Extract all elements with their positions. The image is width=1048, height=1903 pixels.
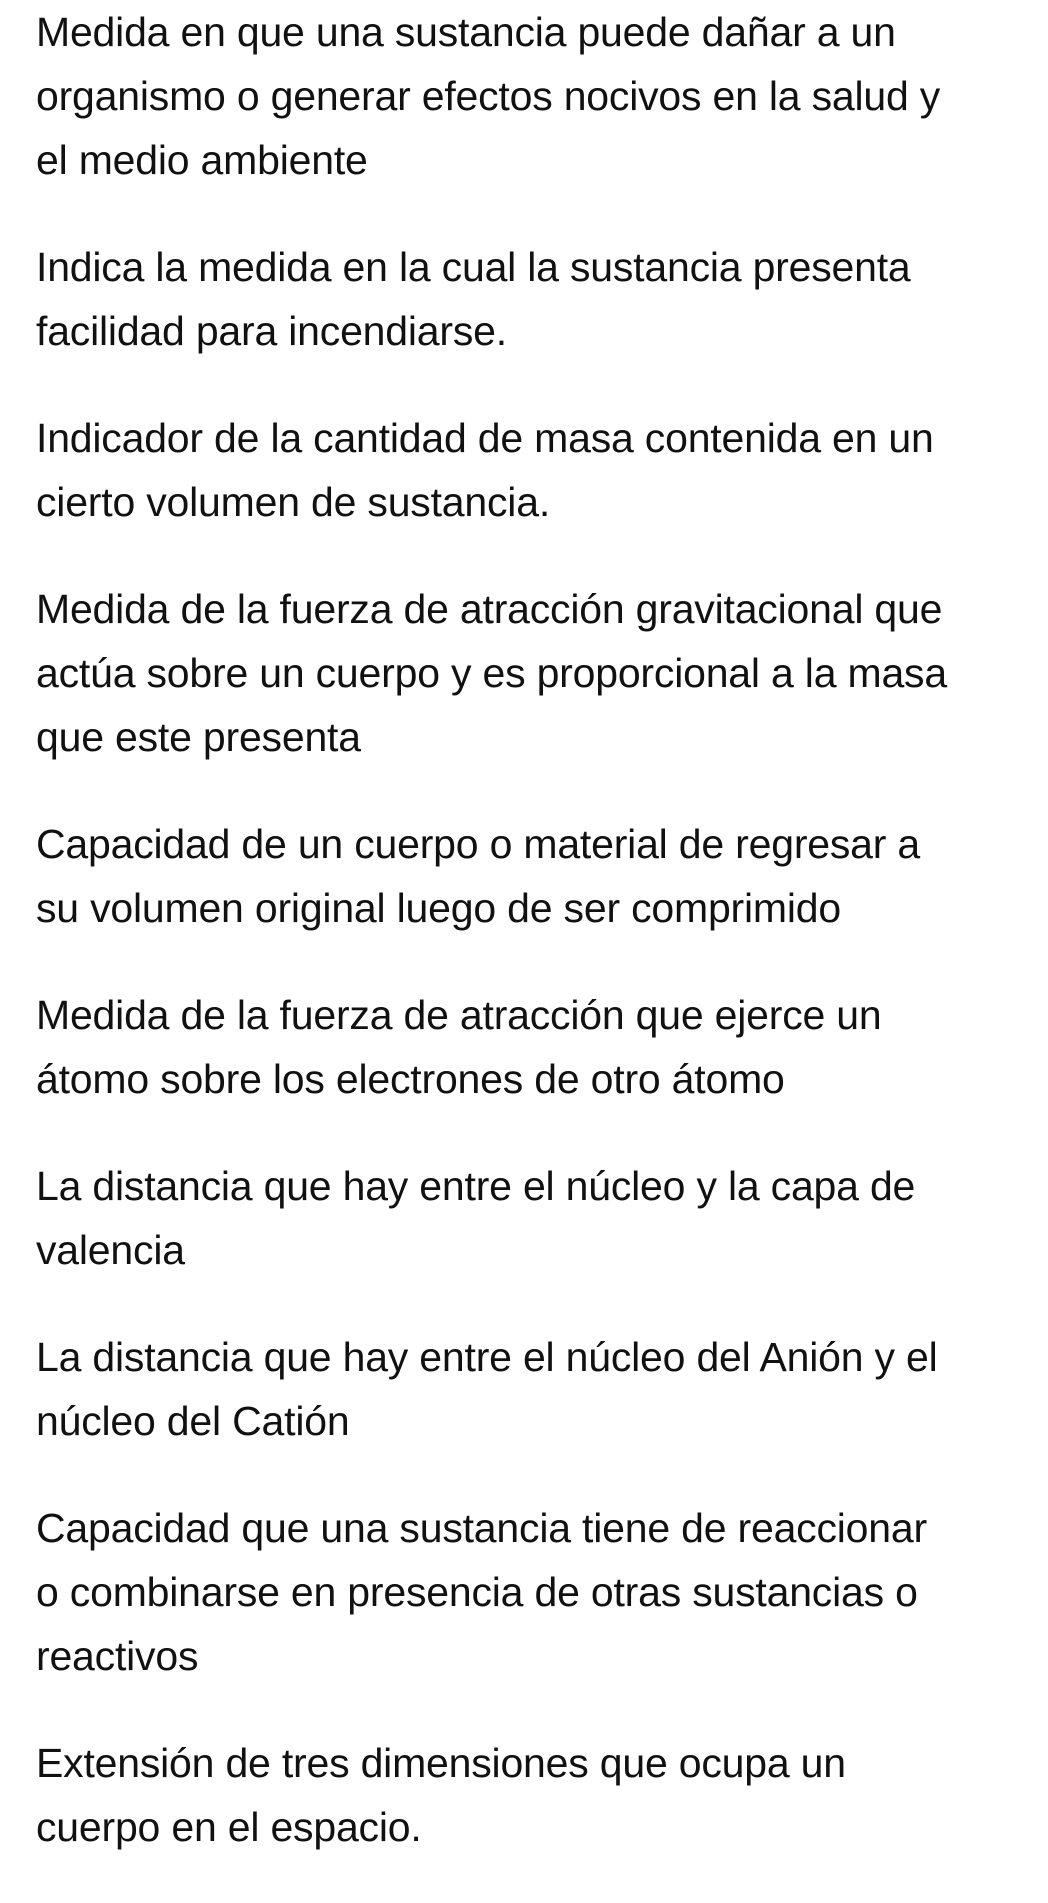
definition-line: Capacidad que una sustancia tiene de reaccionar	[36, 1505, 927, 1551]
definition-weight	[36, 577, 1016, 769]
definition-line: su volumen original luego de ser comprimido	[36, 885, 841, 931]
definition-reactivity	[36, 1496, 1016, 1688]
definition-line: valencia	[36, 1227, 185, 1273]
definition-line: La distancia que hay entre el núcleo y la capa de	[36, 1163, 916, 1209]
definition-atomic-radius	[36, 1154, 1016, 1282]
definition-line: que este presenta	[36, 714, 361, 760]
definition-toxicity	[36, 0, 1016, 192]
definition-line: actúa sobre un cuerpo y es proporcional a la masa	[36, 650, 947, 696]
definition-line: Indica la medida en la cual la sustancia presenta	[36, 244, 911, 290]
definition-ionic-radius	[36, 1325, 1016, 1453]
definition-line: La distancia que hay entre el núcleo del Anión y el	[36, 1334, 938, 1380]
definition-line: reactivos	[36, 1633, 199, 1679]
definition-line: cuerpo en el espacio.	[36, 1804, 422, 1850]
definition-line: organismo o generar efectos nocivos en la salud y	[36, 73, 941, 119]
definition-electronegativity	[36, 983, 1016, 1111]
definition-line: Medida de la fuerza de atracción que ejerce un	[36, 992, 882, 1038]
definition-line: el medio ambiente	[36, 137, 368, 183]
definition-line: Medida de la fuerza de atracción gravitacional que	[36, 586, 943, 632]
definition-line: Extensión de tres dimensiones que ocupa un	[36, 1740, 846, 1786]
definitions-document	[36, 0, 1016, 1859]
definition-line: cierto volumen de sustancia.	[36, 479, 551, 525]
definition-density	[36, 406, 1016, 534]
definition-line: facilidad para incendiarse.	[36, 308, 507, 354]
definition-line: Capacidad de un cuerpo o material de regresar a	[36, 821, 921, 867]
definition-line: Medida en que una sustancia puede dañar a un	[36, 9, 896, 55]
definition-line: átomo sobre los electrones de otro átomo	[36, 1056, 785, 1102]
definition-flammability	[36, 235, 1016, 363]
definition-volume	[36, 1731, 1016, 1859]
definition-line: Indicador de la cantidad de masa contenida en un	[36, 415, 934, 461]
definition-line: o combinarse en presencia de otras sustancias o	[36, 1569, 918, 1615]
definition-elasticity	[36, 812, 1016, 940]
definition-line: núcleo del Catión	[36, 1398, 350, 1444]
